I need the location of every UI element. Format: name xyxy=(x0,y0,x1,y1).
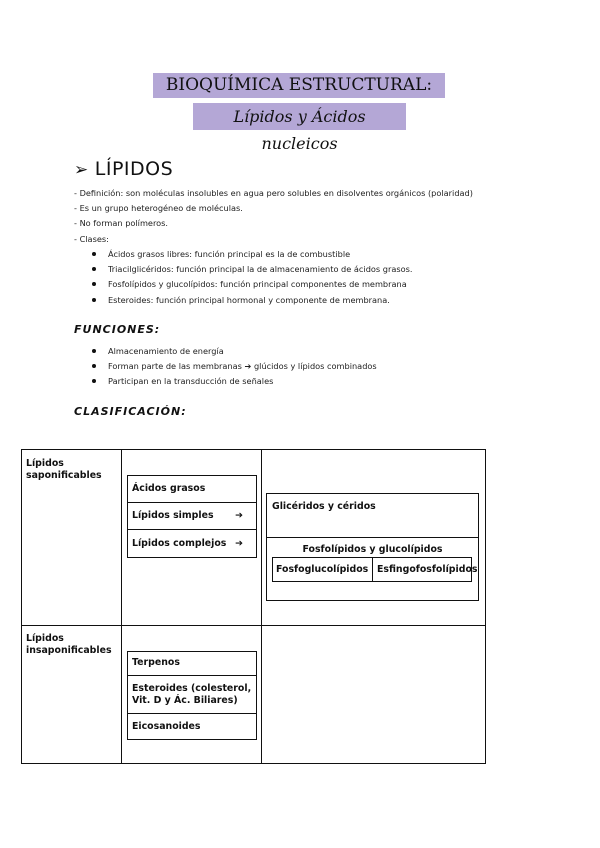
list-item: - Clases: xyxy=(74,232,473,247)
list-item: Esteroides: función principal hormonal y componente de membrana. xyxy=(92,293,413,308)
list-item: Participan en la transducción de señales xyxy=(92,374,377,389)
list-item xyxy=(127,676,257,714)
row-label-saponificables: Lípidos saponificables xyxy=(26,458,102,481)
item-label: Ácidos grasos xyxy=(132,482,206,494)
list-item xyxy=(127,503,257,530)
list-item xyxy=(127,530,257,558)
lipidos-heading-text: LÍPIDOS xyxy=(94,158,174,180)
fosfoglucolipidos-label: Fosfoglucolípidos xyxy=(276,564,369,575)
table-divider xyxy=(121,449,122,764)
item-label: Terpenos xyxy=(132,657,180,668)
table-divider xyxy=(21,625,486,626)
funciones-heading: FUNCIONES: xyxy=(74,323,161,336)
item-label: Eicosanoides xyxy=(132,721,201,732)
lipidos-heading xyxy=(74,157,173,182)
arrow-bullet-icon: ➢ xyxy=(74,160,89,180)
list-item xyxy=(127,651,257,676)
lipidos-points xyxy=(74,186,473,247)
list-item xyxy=(127,714,257,740)
list-item: - No forman polímeros. xyxy=(74,216,473,231)
fosfolipidos-header: Fosfolípidos y glucolípidos xyxy=(302,544,443,555)
gliceridos-label: Glicéridos y céridos xyxy=(272,501,376,512)
list-item: Almacenamiento de energía xyxy=(92,344,377,359)
lipid-classes-list xyxy=(92,247,413,308)
arrow-right-icon: ➔ xyxy=(235,538,243,549)
list-item: - Es un grupo heterogéneo de moléculas. xyxy=(74,201,473,216)
page-title: BIOQUÍMICA ESTRUCTURAL: xyxy=(153,73,445,98)
page-subtitle: Lípidos y Ácidos nucleicos xyxy=(193,103,406,130)
list-item: Fosfolípidos y glucolípidos: función principal componentes de membrana xyxy=(92,277,413,292)
clasificacion-heading: CLASIFICACIÓN: xyxy=(74,405,187,418)
item-label: Esteroides (colesterol, Vit. D y Ác. Biliares) xyxy=(132,682,252,706)
definition-point: - Definición: son moléculas insolubles en agua pero solubles en disolventes orgánicos (polaridad) xyxy=(74,186,473,201)
item-label: Lípidos complejos xyxy=(132,538,227,549)
table-divider xyxy=(261,449,262,764)
list-item xyxy=(127,475,257,503)
arrow-right-icon: ➔ xyxy=(235,510,243,521)
gliceridos-cell xyxy=(266,493,479,538)
list-item: Ácidos grasos libres: función principal es la de combustible xyxy=(92,247,413,262)
list-item: Forman parte de las membranas ➔ glúcidos y lípidos combinados xyxy=(92,359,377,374)
row-label-insaponificables: Lípidos insaponificables xyxy=(26,633,112,656)
funciones-list xyxy=(92,344,377,390)
table-divider xyxy=(372,557,373,582)
esfingofosfolipidos-label: Esfingofosfolípidos xyxy=(377,564,478,575)
list-item: Triacilglicéridos: función principal la de almacenamiento de ácidos grasos. xyxy=(92,262,413,277)
item-label: Lípidos simples xyxy=(132,510,214,521)
